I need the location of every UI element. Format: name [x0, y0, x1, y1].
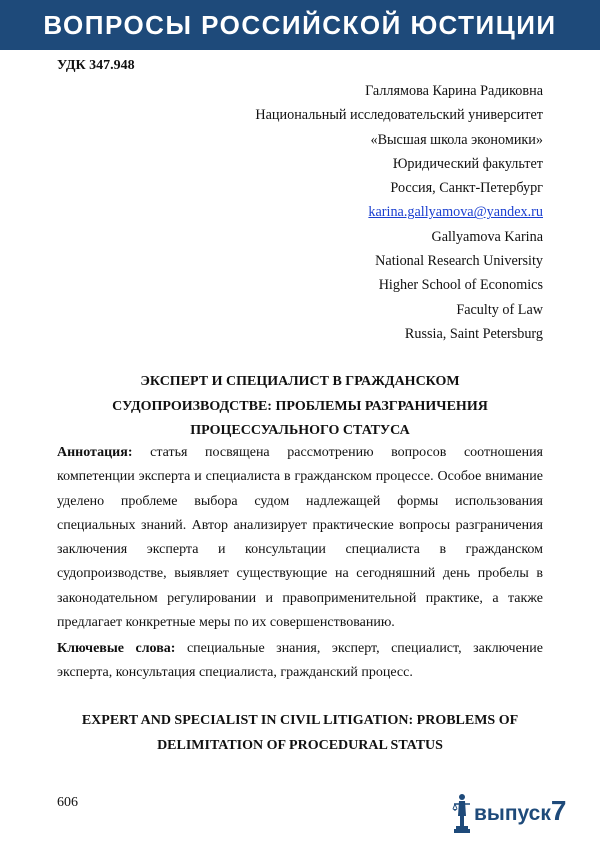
author-faculty-en: Faculty of Law — [456, 301, 543, 318]
author-name-en: Gallyamova Karina — [431, 228, 543, 245]
article-title-ru-line2: СУДОПРОИЗВОДСТВЕ: ПРОБЛЕМЫ РАЗГРАНИЧЕНИЯ — [112, 398, 488, 414]
issue-label — [474, 795, 567, 827]
article-title-en — [57, 709, 543, 758]
issue-logo — [452, 790, 567, 836]
udc-code: УДК 347.948 — [57, 58, 135, 73]
author-email-link[interactable]: karina.gallyamova@yandex.ru — [368, 204, 543, 221]
author-location-ru: Россия, Санкт-Петербург — [390, 180, 543, 197]
themis-statue-icon — [452, 792, 472, 834]
author-university-ru-line2: «Высшая школа экономики» — [370, 131, 543, 148]
keywords-text: специальные знания, эксперт, специалист, заключение эксперта, консультация специалиста, гражданский процесс. — [57, 641, 543, 681]
article-title-ru-line3: ПРОЦЕССУАЛЬНОГО СТАТУСА — [190, 423, 410, 438]
keywords-paragraph — [57, 637, 543, 686]
author-name-ru: Галлямова Карина Радиковна — [365, 83, 543, 99]
author-location-en: Russia, Saint Petersburg — [404, 325, 543, 342]
author-faculty-ru: Юридический факультет — [392, 155, 543, 172]
article-title-ru — [57, 370, 543, 444]
article-title-en-line2: DELIMITATION OF PROCEDURAL STATUS — [157, 737, 443, 753]
journal-banner: ВОПРОСЫ РОССИЙСКОЙ ЮСТИЦИИ — [0, 0, 600, 50]
article-title-ru-line1: ЭКСПЕРТ И СПЕЦИАЛИСТ В ГРАЖДАНСКОМ — [140, 374, 460, 389]
abstract-label: Аннотация: — [57, 445, 133, 460]
abstract-text: статья посвящена рассмотрению вопросов соотношения компетенции эксперта и специалиста в гражданском процессе. Особое внимание уделено проблеме выбора судом надлежащей формы использования специальных знаний. Автор анализирует практические вопросы разграничения заключения эксперта и консультации специалиста в гражданском судопроизводстве, выявляет существующие на сегодняшний день пробелы в законодательном регулировании и правоприменительной практике, а также предлагает конкретные меры по их совершенствованию. — [57, 445, 544, 631]
issue-number: 7 — [550, 795, 567, 826]
page-number: 606 — [57, 795, 78, 810]
abstract-paragraph — [57, 441, 543, 635]
author-block — [143, 79, 543, 346]
keywords-label: Ключевые слова: — [57, 641, 176, 656]
author-university-en-line1: National Research University — [375, 253, 543, 270]
article-title-en-line1: EXPERT AND SPECIALIST IN CIVIL LITIGATION: PROBLEMS OF — [81, 713, 519, 728]
author-university-ru-line1: Национальный исследовательский университет — [255, 107, 543, 124]
issue-word: выпуск — [474, 802, 551, 825]
author-university-en-line2: Higher School of Economics — [378, 277, 543, 294]
